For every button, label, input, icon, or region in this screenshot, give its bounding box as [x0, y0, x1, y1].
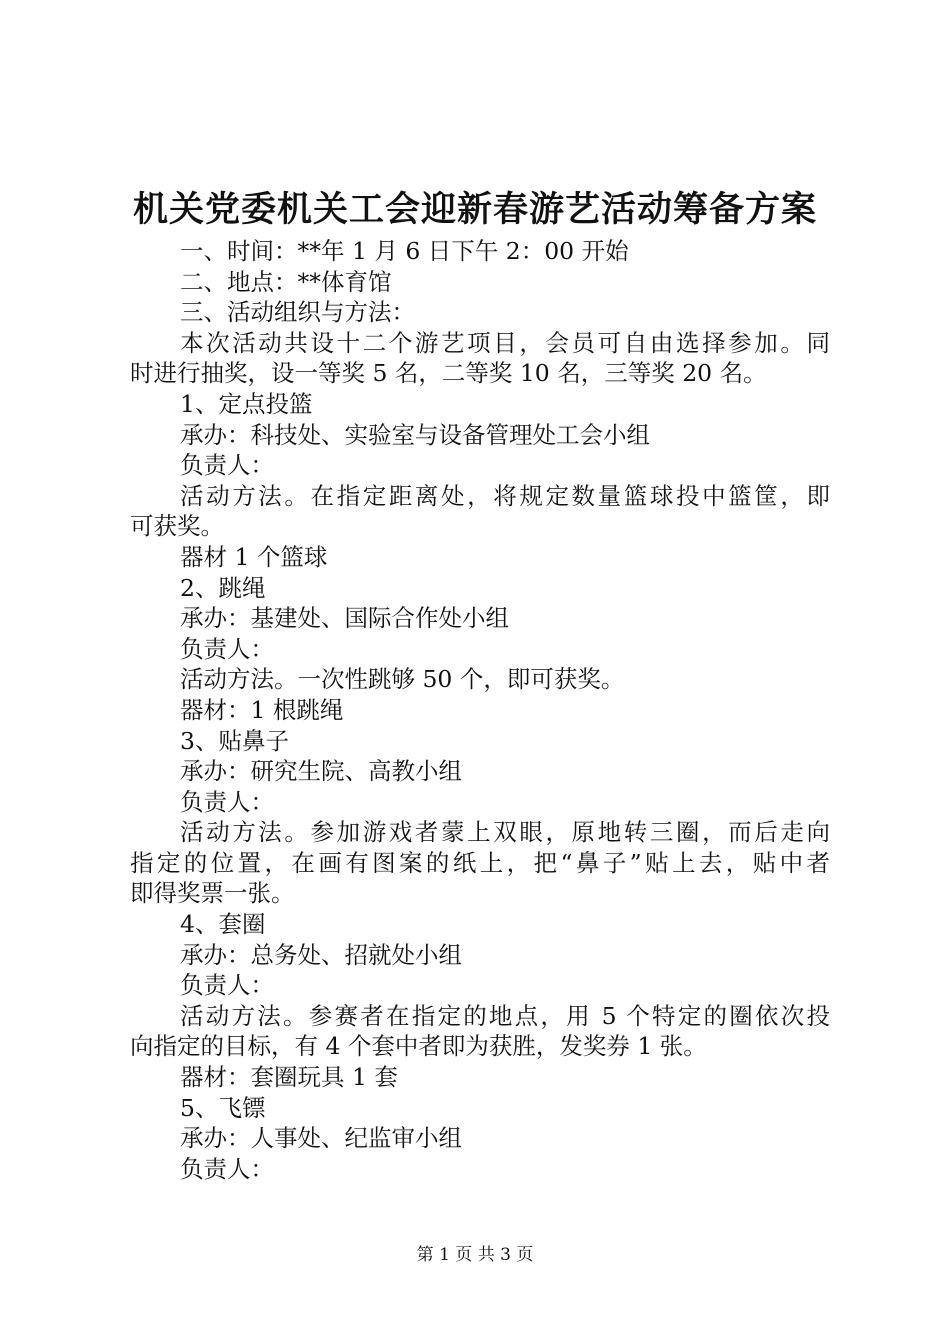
- item-2-method: 活动方法。一次性跳够 50 个，即可获奖。: [180, 665, 625, 694]
- item-1-person-in-charge: 负责人：: [180, 451, 274, 480]
- item-1-method-line-1: 活动方法。在指定距离处，将规定数量篮球投中篮筐，即: [180, 481, 830, 510]
- item-5-organizer: 承办：人事处、纪监审小组: [180, 1124, 462, 1153]
- item-3-heading: 3、贴鼻子: [180, 726, 289, 755]
- item-3-method-line-2: 指定的位置，在画有图案的纸上，把“鼻子”贴上去，贴中者: [130, 848, 830, 877]
- item-1-heading: 1、定点投篮: [180, 389, 313, 418]
- document-title: 机关党委机关工会迎新春游艺活动筹备方案: [132, 189, 817, 230]
- paragraph-time: 一、时间：**年 1 月 6 日下午 2：00 开始: [180, 237, 629, 265]
- item-2-person-in-charge: 负责人：: [180, 634, 274, 663]
- item-4-organizer: 承办：总务处、招就处小组: [180, 940, 462, 969]
- item-5-heading: 5、飞镖: [180, 1093, 266, 1122]
- item-4-method-line-1: 活动方法。参赛者在指定的地点，用 5 个特定的圈依次投: [180, 1001, 830, 1030]
- paragraph-location: 二、地点：**体育馆: [180, 267, 392, 296]
- item-2-organizer: 承办：基建处、国际合作处小组: [180, 604, 509, 633]
- item-1-method-line-2: 可获奖。: [130, 512, 224, 541]
- page-footer: 第 1 页 共 3 页: [416, 1245, 534, 1265]
- item-3-person-in-charge: 负责人：: [180, 787, 274, 816]
- item-3-organizer: 承办：研究生院、高教小组: [180, 757, 462, 786]
- item-3-method-line-1: 活动方法。参加游戏者蒙上双眼，原地转三圈，而后走向: [180, 818, 830, 847]
- item-4-person-in-charge: 负责人：: [180, 971, 274, 1000]
- paragraph-intro-line-2: 时进行抽奖，设一等奖 5 名，二等奖 10 名，三等奖 20 名。: [130, 359, 767, 388]
- item-1-equipment: 器材 1 个篮球: [180, 542, 328, 571]
- item-5-person-in-charge: 负责人：: [180, 1154, 274, 1183]
- item-3-method-line-3: 即得奖票一张。: [130, 879, 295, 908]
- document-body: [130, 236, 830, 1184]
- item-2-equipment: 器材：1 根跳绳: [180, 695, 344, 724]
- item-2-heading: 2、跳绳: [180, 573, 266, 602]
- item-4-method-line-2: 向指定的目标，有 4 个套中者即为获胜，发奖券 1 张。: [130, 1032, 707, 1061]
- paragraph-intro-line-1: 本次活动共设十二个游艺项目，会员可自由选择参加。同: [180, 328, 830, 357]
- item-4-heading: 4、套圈: [180, 910, 266, 939]
- item-4-equipment: 器材：套圈玩具 1 套: [180, 1063, 398, 1092]
- paragraph-organization-heading: 三、活动组织与方法：: [180, 298, 415, 327]
- item-1-organizer: 承办：科技处、实验室与设备管理处工会小组: [180, 420, 650, 449]
